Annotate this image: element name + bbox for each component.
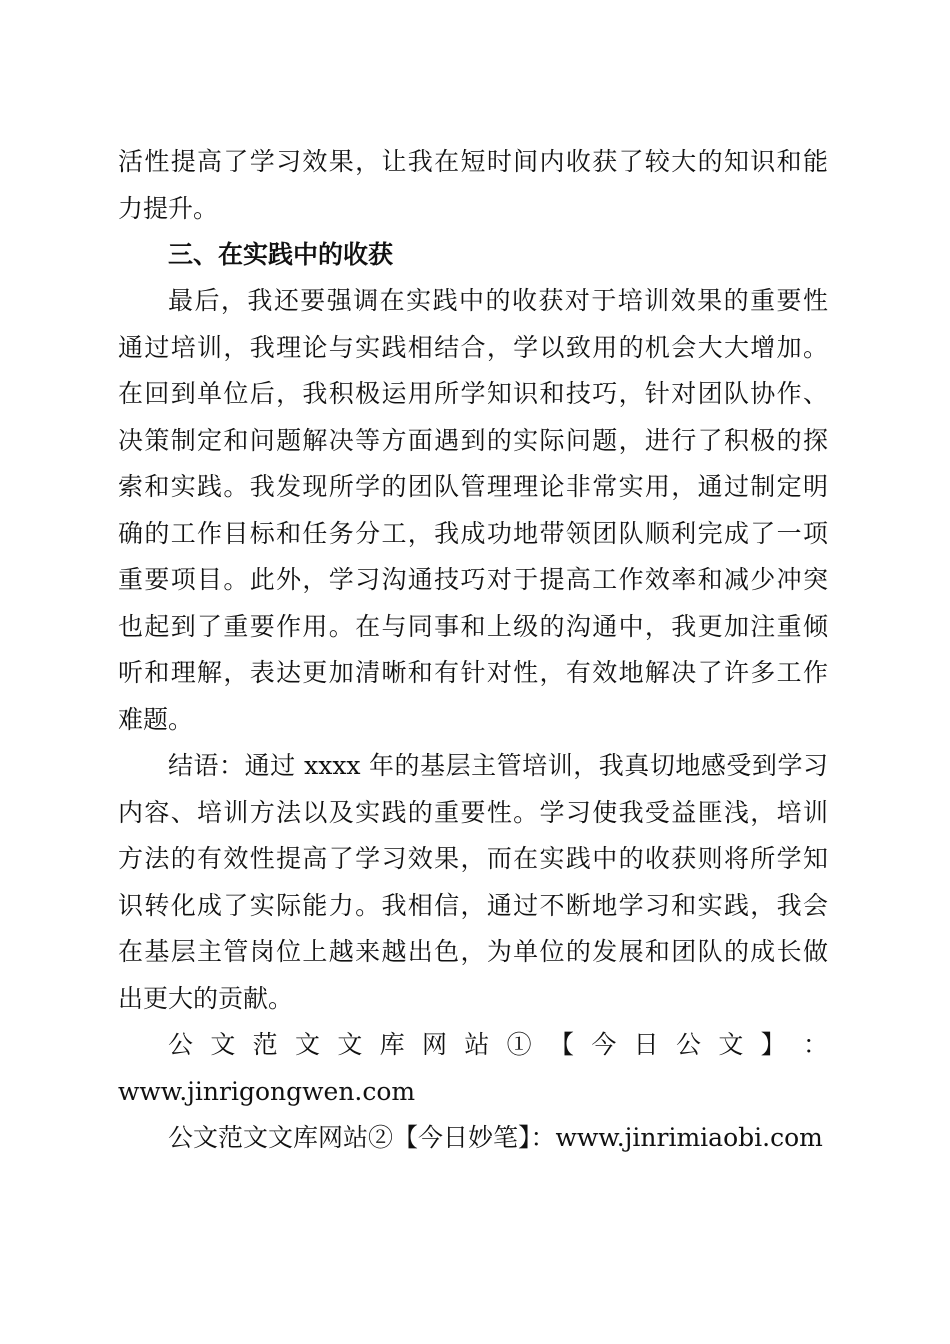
- paragraph-line: 最后，我还要强调在实践中的收获对于培训效果的重要性: [168, 286, 828, 315]
- paragraph-line: 重要项目。此外，学习沟通技巧对于提高工作效率和减少冲突: [118, 565, 828, 594]
- paragraph-line: 也起到了重要作用。在与同事和上级的沟通中，我更加注重倾: [118, 612, 828, 641]
- website-link-label: 公 文 范 文 文 库 网 站 ① 【 今 日 公 文 】 ：: [168, 1030, 828, 1059]
- section-heading: 三、在实践中的收获: [168, 240, 394, 269]
- paragraph-line: 通过培训，我理论与实践相结合，学以致用的机会大大增加。: [118, 333, 828, 362]
- paragraph-line: 索和实践。我发现所学的团队管理理论非常实用，通过制定明: [118, 472, 828, 501]
- paragraph-line: 难题。: [118, 705, 194, 734]
- website-link-line: 公文范文文库网站②【今日妙笔】：www.jinrimiaobi.com: [168, 1123, 823, 1152]
- paragraph-line: 识转化成了实际能力。我相信，通过不断地学习和实践，我会: [118, 891, 828, 920]
- paragraph-line: 活性提高了学习效果，让我在短时间内收获了较大的知识和能: [118, 147, 828, 176]
- paragraph-line: 力提升。: [118, 194, 219, 223]
- paragraph-line: 听和理解，表达更加清晰和有针对性，有效地解决了许多工作: [118, 658, 828, 687]
- paragraph-line: 出更大的贡献。: [118, 984, 294, 1013]
- paragraph-line: 确的工作目标和任务分工，我成功地带领团队顺利完成了一项: [118, 519, 828, 548]
- paragraph-line: 在回到单位后，我积极运用所学知识和技巧，针对团队协作、: [118, 379, 828, 408]
- paragraph-line: 内容、培训方法以及实践的重要性。学习使我受益匪浅，培训: [118, 798, 828, 827]
- paragraph-line: 决策制定和问题解决等方面遇到的实际问题，进行了积极的探: [118, 426, 828, 455]
- paragraph-line: 结语：通过 xxxx 年的基层主管培训，我真切地感受到学习: [168, 751, 828, 780]
- paragraph-line: 在基层主管岗位上越来越出色，为单位的发展和团队的成长做: [118, 937, 828, 966]
- paragraph-line: 方法的有效性提高了学习效果，而在实践中的收获则将所学知: [118, 844, 828, 873]
- website-link-url: www.jinrigongwen.com: [118, 1077, 416, 1106]
